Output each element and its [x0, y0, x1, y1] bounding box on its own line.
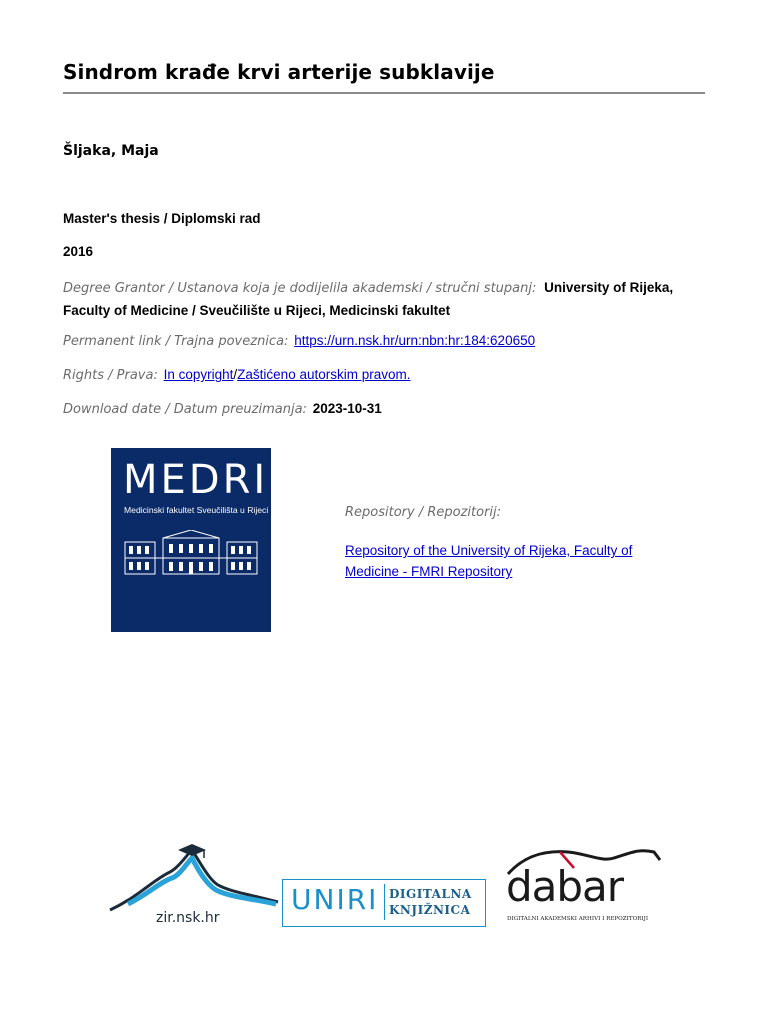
medri-logo — [111, 448, 271, 632]
medri-subtitle: Medicinski fakultet Sveučilišta u Rijeci — [124, 505, 269, 515]
download-date-row — [63, 401, 382, 417]
author-name: Šljaka, Maja — [63, 143, 159, 159]
uniri-digitalna: DIGITALNA — [389, 887, 472, 901]
thesis-type: Master's thesis / Diplomski rad — [63, 211, 261, 226]
title-divider — [63, 92, 705, 94]
grantor-label: Degree Grantor / Ustanova koja je dodijelila akademski / stručni stupanj: — [63, 281, 537, 296]
uniri-divider — [384, 884, 385, 920]
faculty-building-icon — [123, 530, 259, 578]
dabar-wordmark: dabar — [506, 862, 624, 911]
rights-in-copyright-link[interactable]: In copyright — [163, 367, 234, 382]
thesis-year: 2016 — [63, 244, 94, 259]
zir-label: zir.nsk.hr — [156, 910, 220, 926]
download-date-value: 2023-10-31 — [312, 401, 382, 416]
uniri-digitalna-knjiznica-logo[interactable] — [282, 879, 486, 927]
zir-mountain-icon — [108, 842, 280, 912]
rights-row — [63, 367, 410, 383]
document-title: Sindrom krađe krvi arterije subklavije — [63, 60, 495, 84]
permalink-label: Permanent link / Trajna poveznica: — [63, 334, 289, 349]
rights-separator: / — [233, 367, 238, 382]
rights-zasticeno-link[interactable]: Zaštićeno autorskim pravom. — [237, 367, 411, 382]
medri-wordmark: MEDRI — [123, 457, 269, 503]
dabar-subtitle: DIGITALNI AKADEMSKI ARHIVI I REPOZITORIJI — [507, 916, 649, 922]
repository-label: Repository / Repozitorij: — [345, 505, 502, 520]
zir-logo[interactable] — [108, 842, 280, 930]
dabar-logo[interactable] — [504, 846, 664, 926]
uniri-wordmark: UNIRI — [291, 883, 379, 916]
permalink-link[interactable]: https://urn.nsk.hr/urn:nbn:hr:184:620650 — [294, 333, 536, 348]
repository-link[interactable]: Repository of the University of Rijeka, Faculty of Medicine - FMRI Repository — [345, 543, 633, 579]
uniri-knjiznica: KNJIŽNICA — [389, 903, 471, 917]
grantor-value: University of Rijeka, Faculty of Medicine / Sveučilište u Rijeci, Medicinski fakultet — [63, 280, 674, 318]
download-date-label: Download date / Datum preuzimanja: — [63, 402, 307, 417]
permanent-link-row — [63, 333, 535, 349]
rights-label: Rights / Prava: — [63, 368, 158, 383]
degree-grantor — [63, 277, 703, 322]
